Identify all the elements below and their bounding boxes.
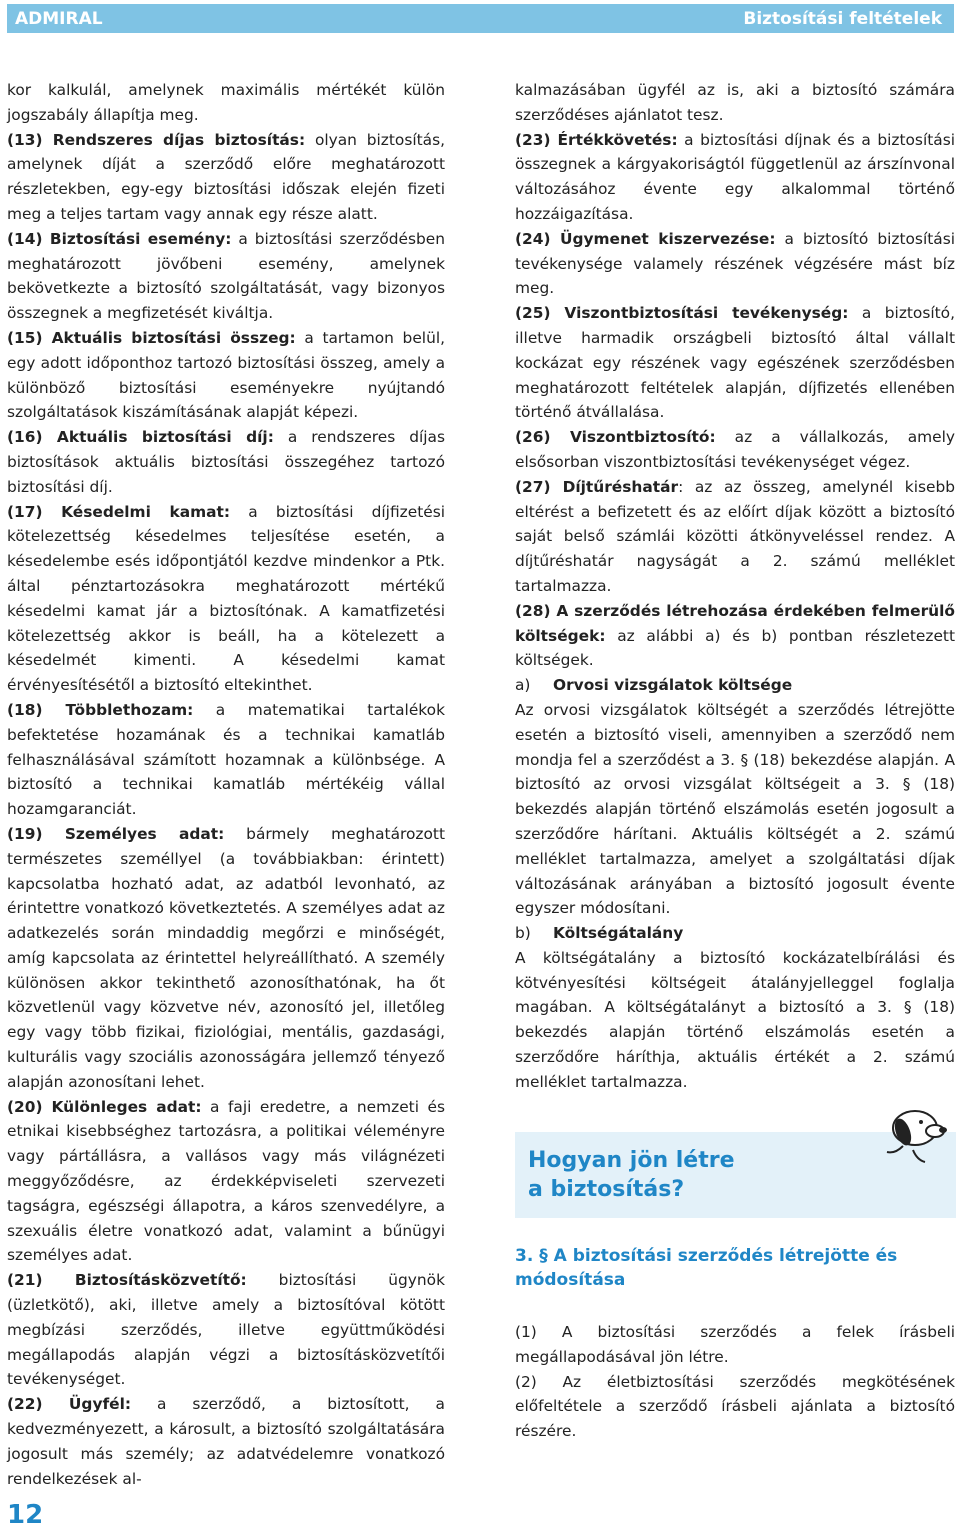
definition-23: (23) Értékkövetés: a biztosítási díjnak és a biztosítási összegnek a kárgyakoriságtól függetlenül az árszínvonal változásához évente egy alkalommal történő hozzáigazítása.: [515, 130, 955, 223]
left-column: [7, 78, 445, 1491]
definition-21: (21) Biztosításközvetítő: biztosítási ügynök (üzletkötő), aki, illetve amely a biztosítóval kötött megbízási szerződés, illetve együttműködési megállapodás alapján végzi a biztosításközvetítői tevékenységet.: [7, 1271, 445, 1389]
page-number: 12: [7, 1500, 44, 1530]
subitem-b-text: A költségátalány a biztosító kockázatelbírálási és kötvényesítési költségeit átalányjelleggel foglalja magában. A költségátalányt a biztosító a 3. § (18) bekezdés alapján történő elszámolás esetén a szerződőre háríthja, aktuális értékét a 2. számú melléklet tartalmazza.: [515, 948, 955, 1091]
section-body: [515, 1320, 955, 1444]
definition-22: (22) Ügyfél: a szerződő, a biztosított, a kedvezményezett, a károsult, a biztosító szolgáltatására jogosult más személy; az adatvédelemre vonatkozó rendelkezések al-: [7, 1395, 445, 1488]
definition-17: (17) Késedelmi kamat: a biztosítási díjfizetési kötelezettség késedelmes teljesítése esetén, a késedelembe esés időpontjától kezdve mindenkor a Ptk. által pénztartozásokra meghatározott mértékű késedelmi kamat jár a biztosítónak. A kamatfizetési kötelezettség akkor is beáll, ha a kötelezett a késedelmét kimenti. A késedelmi kamat érvényesítésétől a biztosító eltekinthet.: [7, 502, 445, 695]
definition-26: (26) Viszontbiztosító: az a vállalkozás, amely elsősorban viszontbiztosítási tevékenységet végez.: [515, 428, 955, 471]
definition-24: (24) Ügymenet kiszervezése: a biztosító biztosítási tevékenysége valamely részének végzésére mást bíz meg.: [515, 229, 955, 298]
definition-13: (13) Rendszeres díjas biztosítás: olyan biztosítás, amelynek díját a szerződő előre meghatározott részletekben, egy-egy biztosítási időszak elején fizeti meg a teljes tartam vagy annak egy része alatt.: [7, 130, 445, 223]
definition-27: (27) Díjtűréshatár: az az összeg, amelynél kisebb eltérést a befizetett és az előírt díjak között a biztosító saját belső számlái közötti átkönyveléssel rendez. A díjtűréshatár nagyságát a 2. számú melléklet tartalmazza.: [515, 477, 955, 595]
section-paragraph-1: (1) A biztosítási szerződés a felek írásbeli megállapodásával jön létre.: [515, 1323, 955, 1366]
subitem-a-heading: a) Orvosi vizsgálatok költsége: [515, 676, 793, 695]
dog-mascot-icon: [873, 1088, 953, 1168]
paragraph-continuation: kor kalkulál, amelynek maximális mértékét külön jogszabály állapítja meg.: [7, 81, 445, 124]
page-header: [7, 4, 954, 33]
subitem-b-heading: b) Költségátalány: [515, 924, 684, 943]
definition-18: (18) Többlethozam: a matematikai tartalékok befektetése hozamának és a technikai kamatláb felhasználásával számított hozamnak a különbsége. A biztosító a technikai kamatláb mértékéig vállal hozamgaranciát.: [7, 700, 445, 819]
section-title: 3. § A biztosítási szerződés létrejötte és módosítása: [515, 1246, 898, 1290]
section-paragraph-2: (2) Az életbiztosítási szerződés megkötésének előfeltétele a szerződő írásbeli ajánlata a biztosító részére.: [515, 1372, 955, 1441]
definition-20: (20) Különleges adat: a faji eredetre, a nemzeti és etnikai kisebbséghez tartozásra, a politikai véleményre vagy pártállásra, a vallásos vagy más világnézeti meggyőződésre, az érdekképviseleti szervezeti tagságra, egészségi állapotra, a káros szenvedélyre, a szexuális életre vonatkozó adat, valamint a bűnügyi személyes adat.: [7, 1097, 445, 1265]
definition-25: (25) Viszontbiztosítási tevékenység: a biztosító, illetve harmadik országbeli biztosító által vállalt kockázat egy részének vagy egészének szerződésben meghatározott feltételek alapján, díjfizetés ellenében történő átvállalása.: [515, 304, 955, 422]
document-title: Biztosítási feltételek: [743, 8, 942, 29]
definition-14: (14) Biztosítási esemény: a biztosítási szerződésben meghatározott jövőbeni esemény, amelynek bekövetkezte a biztosító szolgáltatását, vagy bizonyos összegnek a megfizetését kiváltja.: [7, 229, 445, 323]
paragraph-continuation: kalmazásában ügyfél az is, aki a biztosító számára szerződéses ajánlatot tesz.: [515, 81, 955, 124]
right-column: [515, 78, 955, 1095]
definition-19: (19) Személyes adat: bármely meghatározott természetes személlyel (a továbbiakban: érintett) kapcsolatba hozható adat, az adatból levonható, az érintettre vonatkozó következtetés. A személyes adat az adatkezelés során mindaddig megőrzi e minőségét, amíg kapcsolata az érintettel helyreállítható. A személy különösen akkor tekinthető azonosíthatónak, ha őt közvetlenül vagy közvetve név, azonosító jel, illetőleg egy vagy több fizikai, fiziológiai, mentális, gazdasági, kulturális vagy szociális azonosságára jellemző tényező alapján azonosítani lehet.: [7, 824, 445, 1091]
callout-title: Hogyan jön létre a biztosítás?: [528, 1148, 735, 1202]
definition-15: (15) Aktuális biztosítási összeg: a tartamon belül, egy adott időponthoz tartozó biztosítási összeg, amely a különböző biztosítási eseményekre nyújtandó szolgáltatások kiszámításának alapját képezi.: [7, 328, 445, 422]
definition-28: (28) A szerződés létrehozása érdekében felmerülő költségek: az alábbi a) és b) pontban részletezett költségek.: [515, 601, 955, 670]
definition-16: (16) Aktuális biztosítási díj: a rendszeres díjas biztosítások aktuális biztosítási összegéhez tartozó biztosítási díj.: [7, 428, 446, 496]
brand-name: ADMIRAL: [15, 8, 103, 29]
subitem-a-text: Az orvosi vizsgálatok költségét a szerződés létrejötte esetén a biztosító viseli, amennyiben a szerződő nem mondja fel a szerződést a 3. § (18) bekezdése alapján. A biztosító az orvosi vizsgálat költségeit a 3. § (18) bekezdés alapján történő elszámolás esetén jogosult a szerződőre hárítani. Aktuális költségét a 2. számú melléklet tartalmazza, amelyet a szolgáltatási díjak változásának arányában a biztosító jogosult évente egyszer módosítani.: [515, 700, 955, 918]
